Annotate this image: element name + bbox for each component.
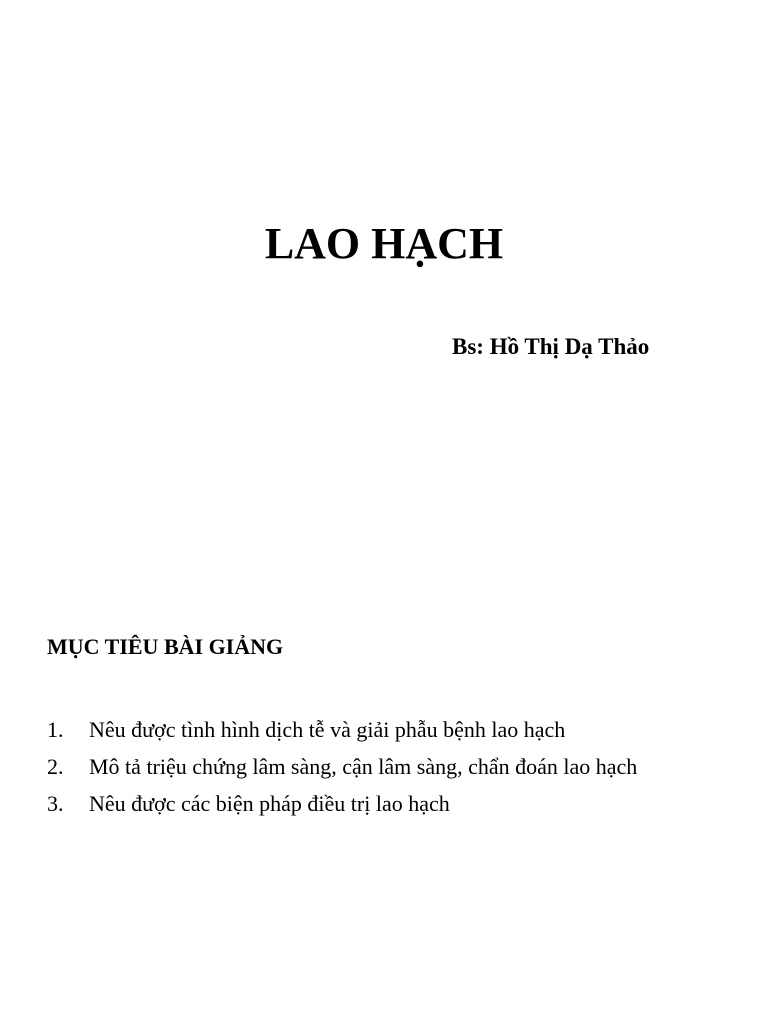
- objective-item-3: [47, 789, 721, 819]
- objective-number: 1.: [47, 717, 64, 742]
- objective-text: Nêu được tình hình dịch tễ và giải phẫu bệnh lao hạch: [89, 717, 566, 742]
- objective-item-1: [47, 715, 721, 745]
- objective-number: 2.: [47, 754, 64, 779]
- objectives-list: [47, 715, 721, 826]
- objective-number: 3.: [47, 791, 64, 816]
- objectives-heading: MỤC TIÊU BÀI GIẢNG: [47, 634, 284, 659]
- document-title: LAO HẠCH: [264, 219, 504, 268]
- objective-item-2: [47, 752, 721, 782]
- author-line: Bs: Hồ Thị Dạ Thảo: [452, 334, 650, 359]
- objective-text: Mô tả triệu chứng lâm sàng, cận lâm sàng, chẩn đoán lao hạch: [89, 754, 638, 779]
- objective-text: Nêu được các biện pháp điều trị lao hạch: [89, 791, 450, 816]
